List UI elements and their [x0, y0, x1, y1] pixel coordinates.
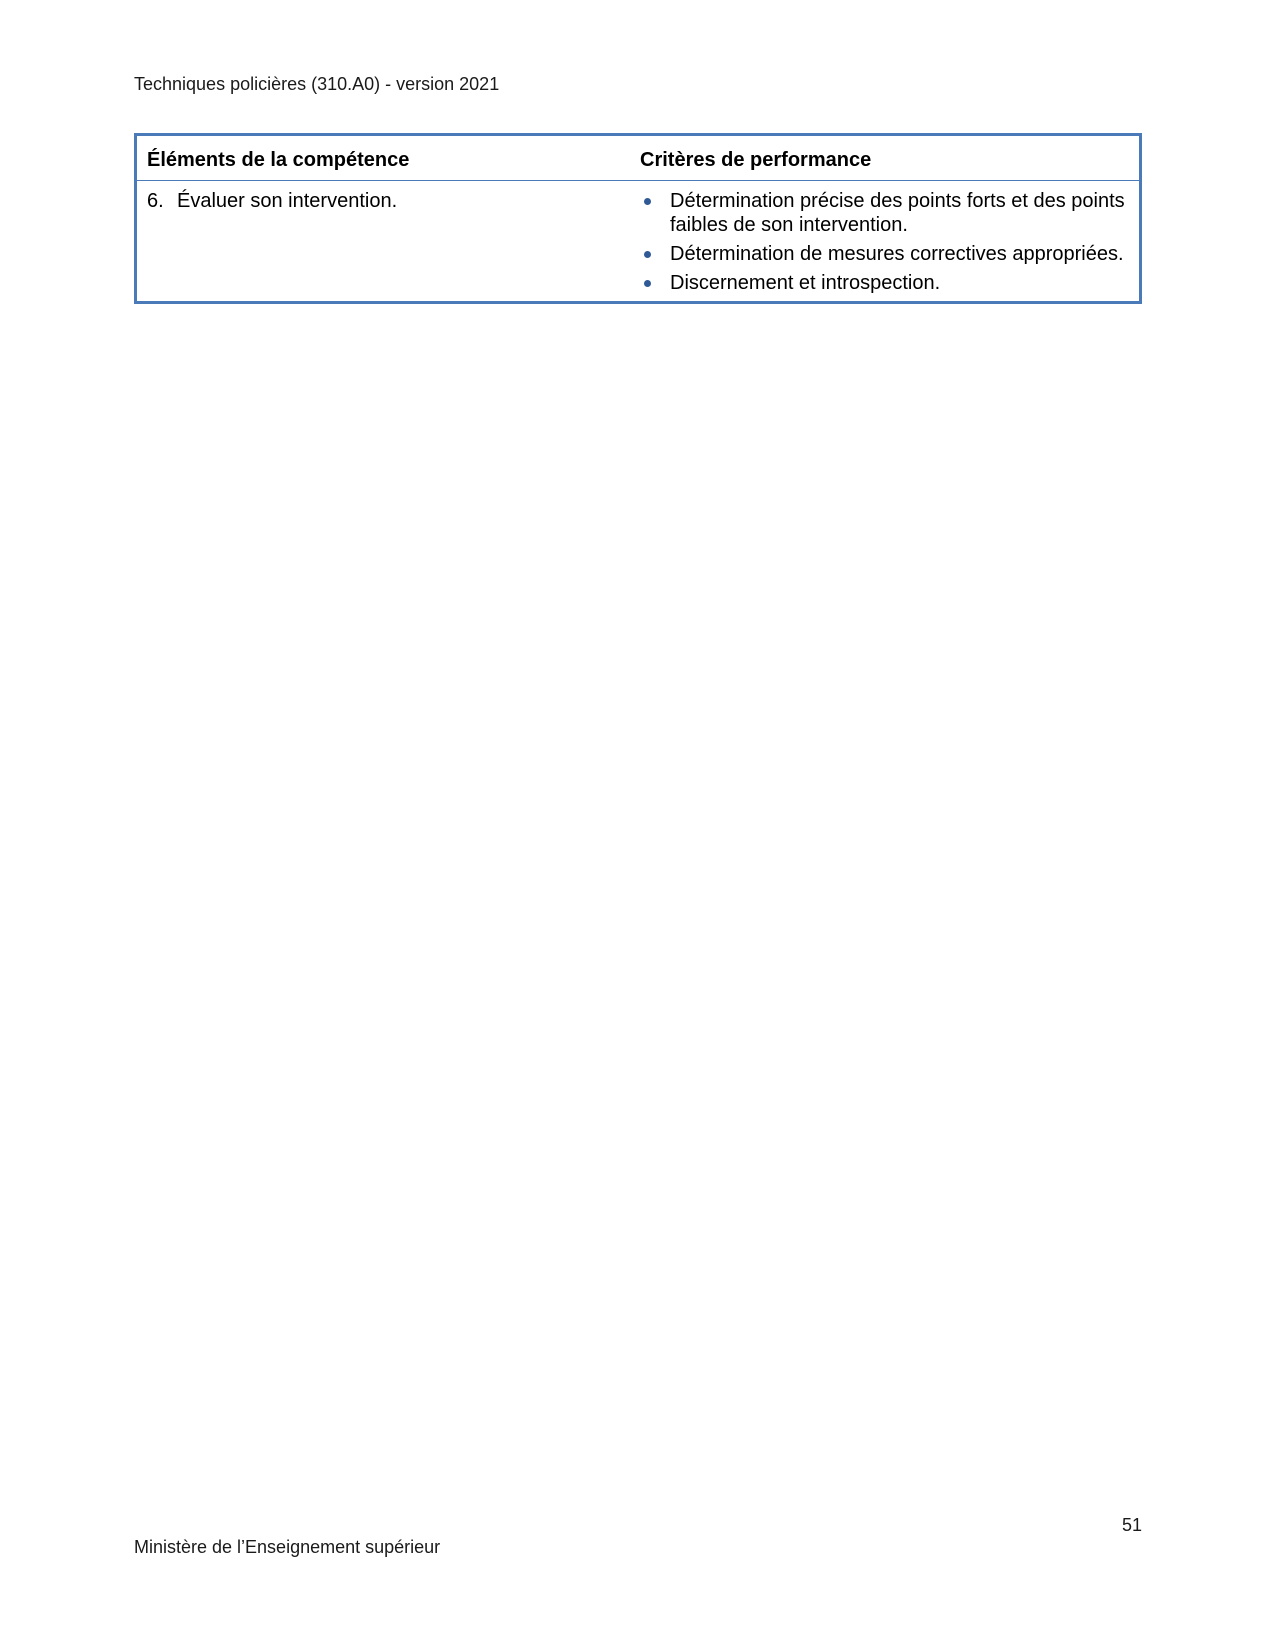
table-header-row — [137, 136, 1139, 181]
criteria-item — [640, 189, 1127, 237]
criteria-item — [640, 242, 1127, 266]
column-header-criteria: Critères de performance — [640, 149, 872, 171]
table-row — [137, 181, 1139, 301]
column-header-elements: Éléments de la compétence — [147, 149, 410, 171]
page-number: 51 — [1121, 1515, 1142, 1535]
criteria-text: Détermination de mesures correctives appropriées. — [670, 243, 1124, 265]
element-item — [147, 189, 640, 213]
bullet-icon — [640, 189, 670, 237]
criteria-item — [640, 271, 1127, 295]
bullet-icon — [640, 242, 670, 266]
element-number: 6. — [147, 190, 164, 212]
document-running-header: Techniques policières (310.A0) - version 2021 — [134, 74, 500, 94]
criteria-list — [640, 189, 1127, 295]
criteria-text: Détermination précise des points forts et des points faibles de son intervention. — [670, 190, 1125, 236]
bullet-icon — [640, 271, 670, 295]
elements-cell — [137, 189, 640, 295]
element-text: Évaluer son intervention. — [177, 190, 398, 212]
competence-table — [134, 133, 1142, 304]
criteria-text: Discernement et introspection. — [670, 272, 941, 294]
criteria-cell — [640, 189, 1139, 295]
document-footer: Ministère de l’Enseignement supérieur — [134, 1537, 441, 1557]
